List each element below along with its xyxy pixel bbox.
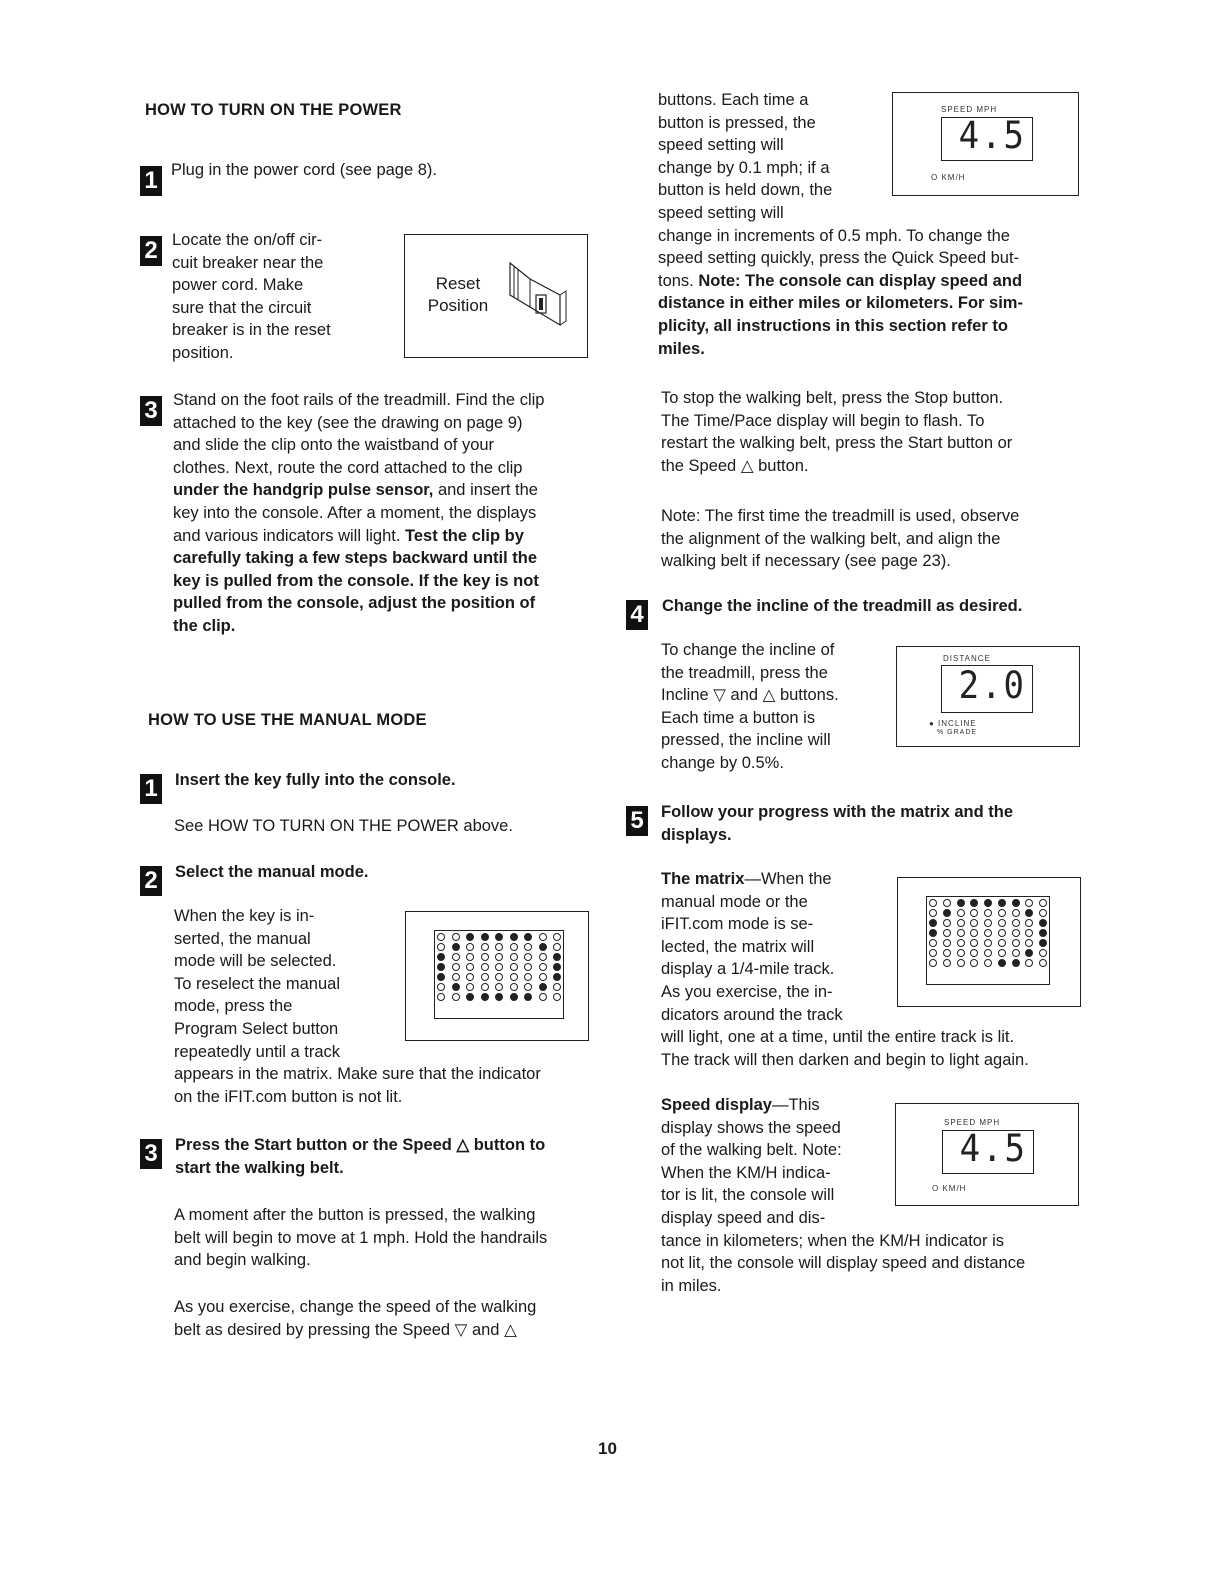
stop-belt-text: To stop the walking belt, press the Stop button. The Time/Pace display will begin to flash. To restart the walking belt, press the Start button or the Speed △ button.: [661, 389, 1013, 475]
grade-label: % GRADE: [937, 729, 978, 736]
distance-label: DISTANCE: [943, 654, 991, 663]
speed-display-illustration-top: [892, 92, 1079, 196]
distance-lcd-screen: [941, 665, 1033, 713]
speed-display-description: Speed display—This display shows the speed of the walking belt. Note: When the KM/H indica- tor is lit, the console will display speed and dis- tance in kilometers; when the KM/H indicator is not lit, the console will display speed and distance in miles.: [661, 1096, 1026, 1295]
manual-step-4-number: 4: [626, 600, 648, 630]
speed-value-bottom: 4.5: [959, 1127, 1027, 1171]
speed-mph-label: SPEED MPH: [941, 105, 998, 114]
manual-step-3-title: Press the Start button or the Speed △ button to start the walking belt.: [175, 1136, 546, 1177]
manual-step-1-title: Insert the key fully into the console.: [175, 771, 456, 789]
alignment-note-text: Note: The first time the treadmill is used, observe the alignment of the walking belt, and align the walking belt if necessary (see page 23).: [661, 507, 1020, 571]
manual-step-4-text: To change the incline of the treadmill, press the Incline ▽ and △ buttons. Each time a button is pressed, the incline will change by 0.5%.: [661, 641, 839, 772]
manual-step-1-number: 1: [140, 774, 162, 804]
power-step-3-text: Stand on the foot rails of the treadmill. Find the clip attached to the key (see the drawing on page 9) and slide the clip onto the waistband of your clothes. Next, route the cord attached to the clip under the handgrip pulse sensor, and insert the key into the console. After a moment, the displays and various indicators will light. Test the clip by carefully taking a few steps backward until the key is pulled from the console. If the key is not pulled from the console, adjust the position of the clip.: [173, 391, 545, 635]
manual-step-3-paragraph-1: A moment after the button is pressed, the walking belt will begin to move at 1 mph. Hold the handrails and begin walking.: [174, 1206, 548, 1270]
manual-step-2-title: Select the manual mode.: [175, 863, 369, 881]
manual-step-4-title: Change the incline of the treadmill as desired.: [662, 597, 1023, 615]
manual-matrix-illustration: [405, 911, 589, 1041]
incline-indicator-label: ● INCLINE: [929, 719, 977, 728]
manual-step-3-number: 3: [140, 1139, 162, 1169]
position-label: Position: [427, 296, 489, 315]
manual-mode-heading: HOW TO USE THE MANUAL MODE: [148, 711, 427, 729]
track-matrix-left: [434, 930, 564, 1019]
distance-value: 2.0: [958, 664, 1026, 708]
kmh-indicator-label: O KM/H: [931, 173, 966, 182]
matrix-description: The matrix—When the manual mode or the iFIT.com mode is se- lected, the matrix will display a 1/4-mile track. As you exercise, the in- dicators around the track will light, one at a time, until the entire track is lit. The track will then darken and begin to light again.: [661, 870, 1029, 1069]
power-step-3-number: 3: [140, 396, 162, 426]
speed-continued-text: buttons. Each time a button is pressed, the speed setting will change by 0.1 mph; if a button is held down, the speed setting will change in increments of 0.5 mph. To change the speed setting quickly, press the Quick Speed but- tons. Note: The console can display speed and distance in either miles or kilometers. For sim- plicity, all instructions in this section refer to miles.: [658, 91, 1023, 358]
speed-lcd-screen: [941, 114, 1033, 161]
power-step-1-number: 1: [140, 166, 162, 196]
distance-display-illustration: [896, 646, 1080, 747]
manual-step-5-number: 5: [626, 806, 648, 836]
circuit-breaker-icon: [500, 255, 580, 335]
reset-position-illustration: [404, 234, 588, 358]
speed-value: 4.5: [958, 114, 1026, 158]
speed-display-illustration-bottom: [895, 1103, 1079, 1206]
manual-step-5-title: Follow your progress with the matrix and the displays.: [661, 803, 1014, 844]
progress-matrix-illustration: [897, 877, 1081, 1007]
manual-step-3-paragraph-2: As you exercise, change the speed of the walking belt as desired by pressing the Speed ▽ and △: [174, 1298, 537, 1339]
page-number: 10: [598, 1439, 617, 1458]
track-matrix-right: [926, 896, 1050, 985]
speed-lcd-screen-bottom: [942, 1127, 1034, 1174]
reset-label: Reset: [435, 274, 481, 293]
power-step-1-text: Plug in the power cord (see page 8).: [171, 161, 437, 179]
power-heading: HOW TO TURN ON THE POWER: [145, 101, 402, 119]
kmh-indicator-label-bottom: O KM/H: [932, 1184, 967, 1193]
manual-step-1-text: See HOW TO TURN ON THE POWER above.: [174, 817, 513, 835]
manual-step-2-number: 2: [140, 866, 162, 896]
manual-step-2-text: When the key is in- serted, the manual mode will be selected. To reselect the manual mode, press the Program Select button repeatedly until a track appears in the matrix. Make sure that the indicator on the iFIT.com button is not lit.: [174, 907, 541, 1106]
power-step-2-text: Locate the on/off cir- cuit breaker near the power cord. Make sure that the circuit breaker is in the reset position.: [172, 231, 331, 362]
speed-mph-label-bottom: SPEED MPH: [944, 1118, 1001, 1127]
power-step-2-number: 2: [140, 236, 162, 266]
